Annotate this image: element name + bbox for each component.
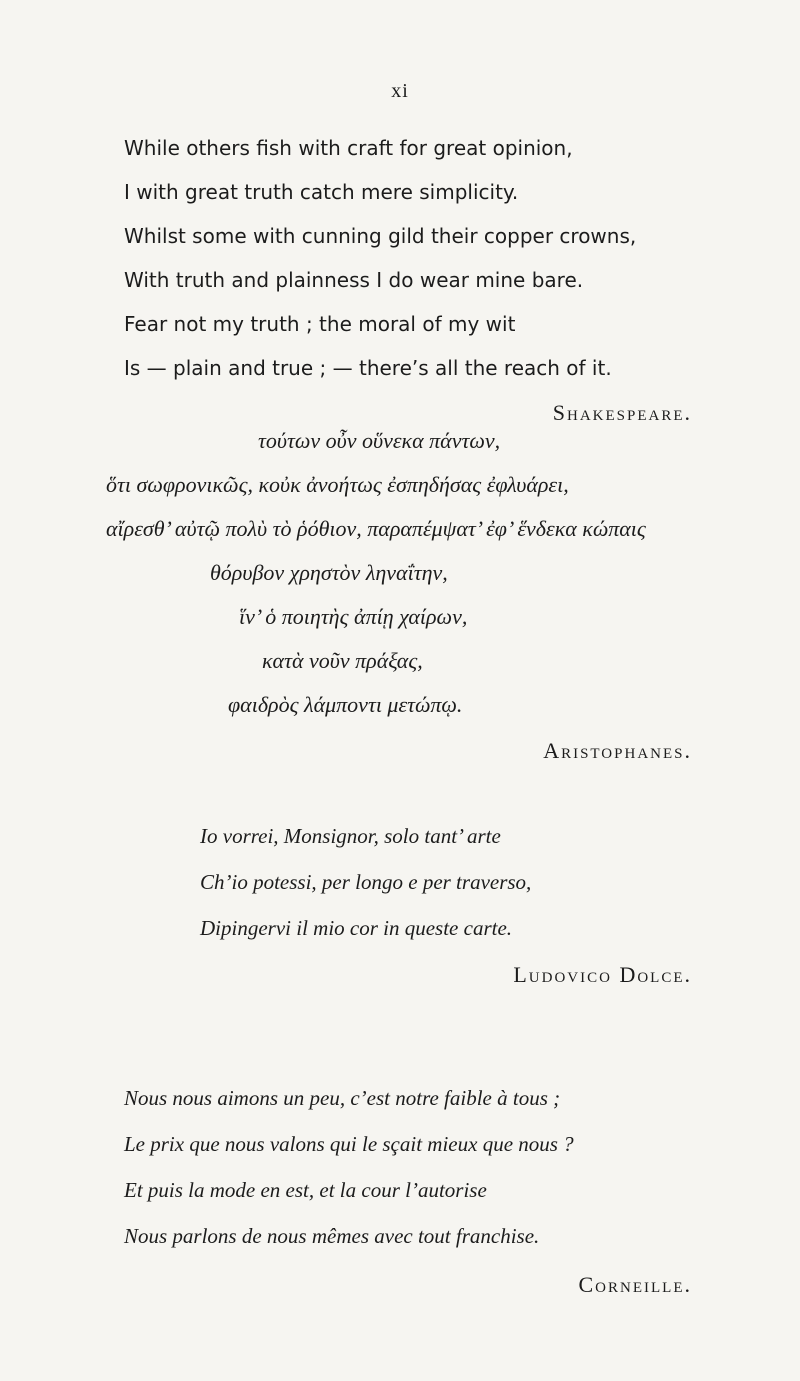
attribution-aristophanes: Aristophanes. xyxy=(543,738,692,763)
verse-line: While others fish with craft for great opinion, xyxy=(124,136,573,160)
verse-line: Is — plain and true ; — there’s all the reach of it. xyxy=(124,356,612,380)
verse-line: φαιδρὸς λάμποντι μετώπῳ. xyxy=(228,692,463,717)
attribution-dolce: Ludovico Dolce. xyxy=(513,962,692,987)
verse-line: τούτων οὖν οὕνεκα πάντων, xyxy=(258,428,501,453)
page-number: xi xyxy=(391,80,409,102)
verse-line: ἵν’ ὁ ποιητὴς ἀπίῃ χαίρων, xyxy=(239,604,468,629)
verse-line: Whilst some with cunning gild their copper crowns, xyxy=(124,224,637,248)
attribution-shakespeare: Shakespeare. xyxy=(552,400,692,425)
verse-line: I with great truth catch mere simplicity. xyxy=(124,180,519,204)
verse-line: Et puis la mode en est, et la cour l’autorise xyxy=(124,1178,487,1202)
verse-line: κατὰ νοῦν πράξας, xyxy=(262,648,423,673)
verse-line: Ch’io potessi, per longo e per traverso, xyxy=(200,870,532,894)
verse-line: αἴρεσθ’ αὐτῷ πολὺ τὸ ῥόθιον, παραπέμψατ’ ἐφ’ ἕνδεκα κώπαις xyxy=(106,516,646,541)
verse-line: With truth and plainness I do wear mine bare. xyxy=(124,268,584,292)
verse-line: Io vorrei, Monsignor, solo tant’ arte xyxy=(200,824,501,848)
verse-line: Nous nous aimons un peu, c’est notre faible à tous ; xyxy=(124,1086,561,1110)
verse-line: θόρυβον χρηστὸν ληναΐτην, xyxy=(210,560,448,585)
verse-line: Fear not my truth ; the moral of my wit xyxy=(124,312,516,336)
verse-line: Dipingervi il mio cor in queste carte. xyxy=(200,916,513,940)
verse-line: Le prix que nous valons qui le sçait mieux que nous ? xyxy=(124,1132,574,1156)
verse-line: ὅτι σωφρονικῶς, κοὐκ ἀνοήτως ἐσπηδήσας ἐφλυάρει, xyxy=(106,472,569,497)
attribution-corneille: Corneille. xyxy=(578,1272,692,1297)
verse-line: Nous parlons de nous mêmes avec tout franchise. xyxy=(124,1224,540,1248)
